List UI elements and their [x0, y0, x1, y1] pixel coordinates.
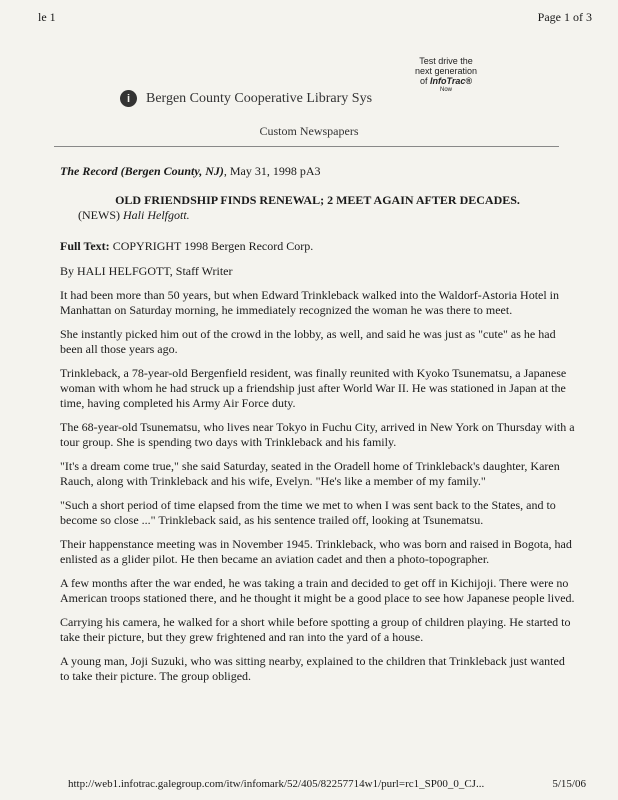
copyright: COPYRIGHT 1998 Bergen Record Corp.	[109, 239, 314, 253]
paragraph: The 68-year-old Tsunematsu, who lives near Tokyo in Fuchu City, arrived in New York on Thursday with a tour group. She is spending two days with Trinkleback and his family.	[60, 420, 575, 449]
promo-line-3	[400, 76, 492, 86]
paragraph: A young man, Joji Suzuki, who was sitting nearby, explained to the children that Trinkleback just wanted to take their picture. The group obliged.	[60, 654, 565, 683]
header-divider	[54, 146, 559, 147]
library-header	[120, 90, 372, 107]
citation	[60, 164, 575, 179]
paragraph: She instantly picked him out of the crowd in the lobby, as well, and said he was just as "cute" as he had been all those years ago.	[60, 327, 556, 356]
section-title: Custom Newspapers	[259, 124, 359, 138]
promo-prefix: of	[420, 76, 431, 86]
full-text-label: Full Text:	[60, 239, 110, 253]
promo-line-2: next generation	[414, 66, 478, 76]
footer-url-link[interactable]: http://web1.infotrac.galegroup.com/itw/infomark/52/405/82257714w1/purl=rc1_SP00_0_CJ...	[68, 778, 485, 790]
full-text-line	[60, 239, 575, 254]
paragraph: Carrying his camera, he walked for a short while before spotting a group of children playing. He started to take their picture, but they grew frightened and ran into the yard of a house.	[60, 615, 571, 644]
page-indicator: Page 1 of 3	[537, 10, 592, 24]
promo-line-4: Now	[439, 87, 452, 93]
paragraph: A few months after the war ended, he was taking a train and decided to get off in Kichijoji. There were no American troops stationed there, and he thought it might be a good place to see how Japanese people lived.	[60, 576, 575, 605]
section-author: Hali Helfgott.	[123, 208, 190, 222]
article	[60, 164, 575, 693]
citation-source: The Record (Bergen County, NJ)	[60, 164, 224, 178]
paragraph: "It's a dream come true," she said Saturday, seated in the Oradell home of Trinkleback's daughter, Karen Rauch, along with Trinkleback and his wife, Evelyn. "He's like a member of my family."	[60, 459, 560, 488]
byline: By HALI HELFGOTT, Staff Writer	[60, 264, 233, 278]
article-headline: OLD FRIENDSHIP FINDS RENEWAL; 2 MEET AGAIN AFTER DECADES.	[115, 193, 520, 207]
infotrac-promo[interactable]	[400, 56, 492, 94]
article-section	[78, 208, 575, 223]
info-icon: i	[120, 90, 137, 107]
paragraph: Their happenstance meeting was in November 1945. Trinkleback, who was born and raised in Bogota, had enlisted as a glider pilot. He then became an aviation cadet and then a photo-topographer.	[60, 537, 572, 566]
paragraph: Trinkleback, a 78-year-old Bergenfield resident, was finally reunited with Kyoko Tsunematsu, a Japanese woman with whom he had struck up a friendship just after World War II. He was stationed in Japan at the time, having completed his Army Air Force duty.	[60, 366, 567, 410]
paragraph: "Such a short period of time elapsed from the time we met to when I was sent back to the States, and to become so close ..." Trinkleback said, as his sentence trailed off, looking at Tsunematsu.	[60, 498, 556, 527]
promo-line-1: Test drive the	[419, 56, 473, 66]
promo-brand: InfoTrac®	[430, 76, 472, 86]
library-name: Bergen County Cooperative Library Sys	[146, 90, 373, 106]
paragraph: It had been more than 50 years, but when Edward Trinkleback walked into the Waldorf-Astoria Hotel in Manhattan on Saturday morning, he immediately recognized the woman he was there to meet.	[60, 288, 560, 317]
citation-date: , May 31, 1998 pA3	[223, 164, 321, 178]
header-left: le 1	[38, 10, 56, 24]
section-label: (NEWS)	[78, 208, 123, 222]
footer-date: 5/15/06	[552, 778, 586, 790]
